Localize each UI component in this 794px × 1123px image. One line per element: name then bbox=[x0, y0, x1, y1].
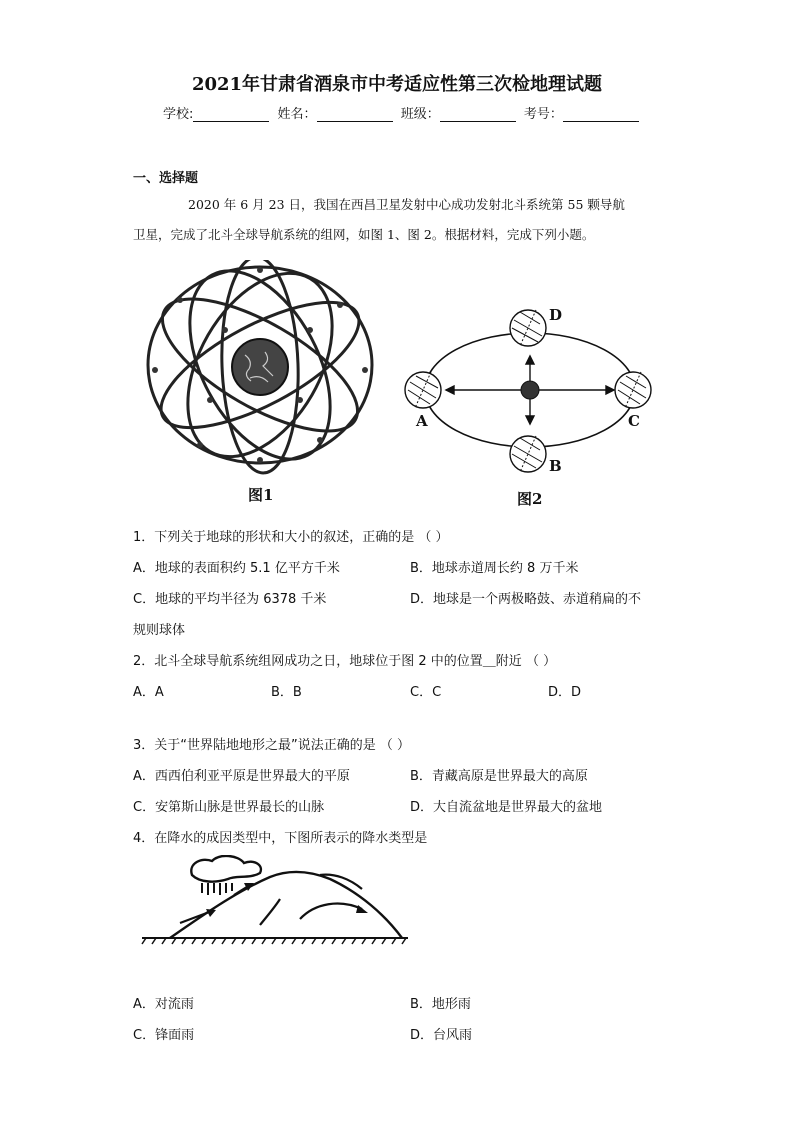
earth-globe bbox=[232, 339, 288, 395]
cloud bbox=[191, 856, 261, 882]
question-4-option-d[interactable]: D．台风雨 bbox=[410, 1028, 473, 1043]
class-blank[interactable] bbox=[440, 107, 516, 122]
question-1-option-d[interactable]: D．地球是一个两极略鼓、赤道稍扁的不 bbox=[410, 592, 642, 607]
figure-1-label: 图1 bbox=[248, 486, 274, 504]
figure-2-revolution bbox=[398, 300, 668, 475]
question-2-option-b[interactable]: B．B bbox=[271, 685, 302, 700]
question-1-stem: 1．下列关于地球的形状和大小的叙述，正确的是 （ ） bbox=[133, 530, 449, 545]
exam-number-label: 考号： bbox=[523, 107, 563, 122]
question-1-option-a[interactable]: A．地球的表面积约 5.1 亿平方千米 bbox=[133, 561, 340, 576]
figure-1-orbits bbox=[140, 260, 380, 475]
figure-2-point-c: C bbox=[628, 412, 640, 430]
name-blank[interactable] bbox=[317, 107, 393, 122]
question-1-option-c[interactable]: C．地球的平均半径为 6378 千米 bbox=[133, 592, 327, 607]
question-4-stem: 4．在降水的成因类型中，下图所表示的降水类型是 bbox=[133, 831, 428, 846]
rainfall-diagram bbox=[140, 855, 410, 945]
school-label: 学校: bbox=[163, 107, 194, 122]
intro-line-1: 2020 年 6 月 23 日，我国在西昌卫星发射中心成功发射北斗系统第 55 颗导航 bbox=[188, 197, 625, 212]
question-2-stem: 2．北斗全球导航系统组网成功之日，地球位于图 2 中的位置＿附近 （ ） bbox=[133, 654, 557, 669]
question-2-option-a[interactable]: A．A bbox=[133, 685, 164, 700]
question-2-option-c[interactable]: C．C bbox=[410, 685, 442, 700]
question-4-option-c[interactable]: C．锋面雨 bbox=[133, 1028, 195, 1043]
figure-2-point-d: D bbox=[549, 306, 563, 324]
question-1-option-d-continued: 规则球体 bbox=[133, 623, 186, 638]
question-4-option-b[interactable]: B．地形雨 bbox=[410, 997, 471, 1012]
figure-2-label: 图2 bbox=[517, 490, 543, 508]
name-label: 姓名： bbox=[277, 107, 317, 122]
section-title: 一、选择题 bbox=[133, 171, 199, 186]
question-3-option-d[interactable]: D．大自流盆地是世界最大的盆地 bbox=[410, 800, 603, 815]
student-info-row bbox=[163, 103, 643, 122]
class-label: 班级： bbox=[400, 107, 440, 122]
exam-number-blank[interactable] bbox=[563, 107, 639, 122]
school-blank[interactable] bbox=[193, 107, 269, 122]
question-2-option-d[interactable]: D．D bbox=[548, 685, 582, 700]
figure-2-point-b: B bbox=[549, 457, 562, 475]
question-3-stem: 3．关于“世界陆地地形之最”说法正确的是 （ ） bbox=[133, 738, 411, 753]
page-title: 2021年甘肃省酒泉市中考适应性第三次检地理试题 bbox=[191, 74, 603, 95]
question-3-option-b[interactable]: B．青藏高原是世界最大的高原 bbox=[410, 769, 588, 784]
sun bbox=[521, 381, 539, 399]
question-3-option-a[interactable]: A．西西伯利亚平原是世界最大的平原 bbox=[133, 769, 350, 784]
figure-2-point-a: A bbox=[416, 412, 428, 430]
question-3-option-c[interactable]: C．安第斯山脉是世界最长的山脉 bbox=[133, 800, 325, 815]
question-4-option-a[interactable]: A．对流雨 bbox=[133, 997, 194, 1012]
question-1-option-b[interactable]: B．地球赤道周长约 8 万千米 bbox=[410, 561, 579, 576]
intro-line-2: 卫星，完成了北斗全球导航系统的组网，如图 1、图 2。根据材料，完成下列小题。 bbox=[133, 227, 595, 242]
